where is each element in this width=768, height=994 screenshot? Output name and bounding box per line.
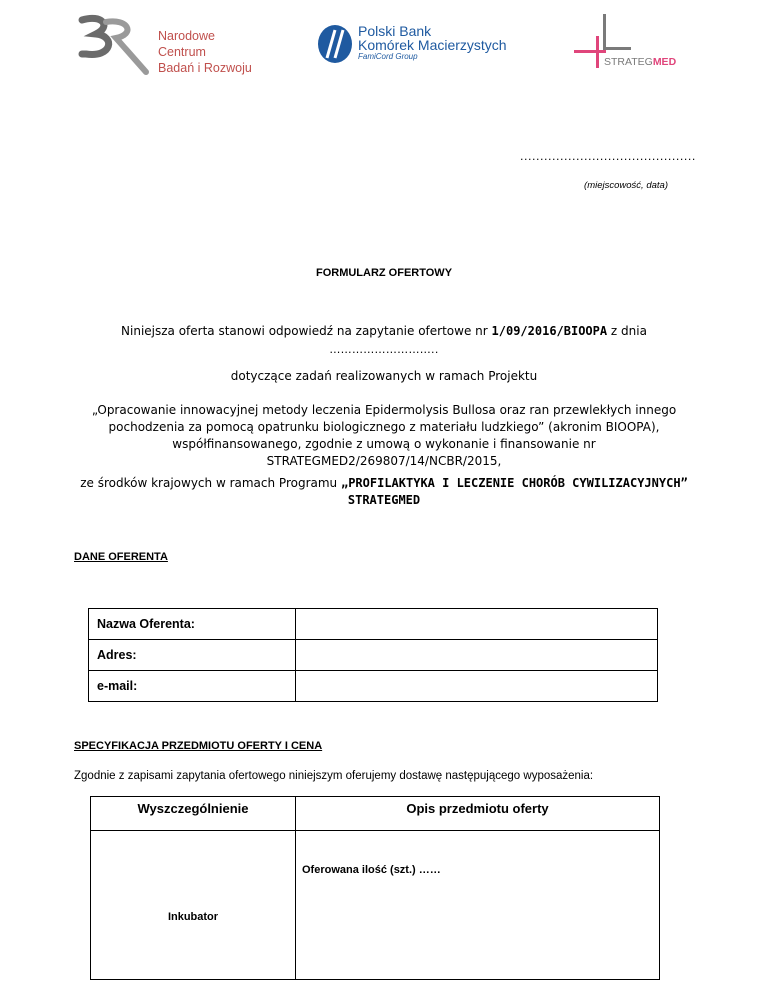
intro-paragraph: Niniejsza oferta stanowi odpowiedź na zapytanie ofertowe nr 1/09/2016/BIOOPA z dnia ……………………….. xyxy=(121,324,647,356)
place-date-dots: ............................................ xyxy=(520,150,696,163)
form-title: FORMULARZ OFERTOWY xyxy=(315,267,453,279)
item-description[interactable]: Oferowana ilość (szt.) …… xyxy=(296,831,660,980)
program-paragraph: ze środków krajowych w ramach Programu „PROFILAKTYKA I LECZENIE CHORÓB CYWILIZACYJNYCH” STRATEGMED xyxy=(80,476,688,507)
ncbr-logo xyxy=(72,12,262,76)
specification-lead: Zgodnie z zapisami zapytania ofertowego niniejszym oferujemy dostawę następującego wyposażenia: xyxy=(74,770,594,782)
table-row xyxy=(91,831,660,980)
pbkm-mark-icon xyxy=(315,22,355,68)
table-row xyxy=(89,640,658,671)
ncbr-name-line2: Badań i Rozwoju xyxy=(158,61,252,75)
place-date-label: (miejscowość, data) xyxy=(584,180,668,191)
strategmed-wordmark: STRATEGMED xyxy=(604,56,677,68)
date-dots: ……………………….. xyxy=(329,343,439,356)
ncbr-name-line1: Narodowe Centrum xyxy=(158,29,215,59)
offeror-table xyxy=(88,608,658,702)
column-header-description: Opis przedmiotu oferty xyxy=(296,797,660,831)
offeror-name-label: Nazwa Oferenta: xyxy=(89,609,296,640)
offeror-name-field[interactable] xyxy=(296,609,658,640)
specification-table xyxy=(90,796,660,980)
pbkm-name-line1: Polski Bank xyxy=(358,23,432,39)
address-label: Adres: xyxy=(89,640,296,671)
section-heading-offeror: DANE OFERENTA xyxy=(74,551,168,563)
ncbr-mark-icon xyxy=(72,12,158,76)
project-paragraph: „Opracowanie innowacyjnej metody leczenia Epidermolysis Bullosa oraz ran przewlekłych innego pochodzenia za pomocą opatrunku biologicznego z materiału ludzkiego” (akronim BIOOPA), współfinansowanego, zgodnie z umową o wykonanie i finansowanie nr STRATEGMED2/269807/14/NCBR/2015, xyxy=(91,403,677,468)
section-heading-specification: SPECYFIKACJA PRZEDMIOTU OFERTY I CENA xyxy=(74,740,323,752)
pbkm-name-line2: Komórek Macierzystych xyxy=(358,37,507,53)
table-row xyxy=(89,671,658,702)
strategmed-logo xyxy=(570,12,680,76)
program-name: „PROFILAKTYKA I LECZENIE CHORÓB CYWILIZACYJNYCH” STRATEGMED xyxy=(340,476,688,507)
column-header-item: Wyszczególnienie xyxy=(91,797,296,831)
address-field[interactable] xyxy=(296,640,658,671)
pbkm-name-line3: FamiCord Group xyxy=(358,52,418,61)
inquiry-number: 1/09/2016/BIOOPA xyxy=(491,324,608,338)
pbkm-logo xyxy=(315,22,520,74)
table-header-row xyxy=(91,797,660,831)
item-name: Inkubator xyxy=(91,831,296,980)
email-field[interactable] xyxy=(296,671,658,702)
table-row xyxy=(89,609,658,640)
about-line: dotyczące zadań realizowanych w ramach Projektu xyxy=(230,369,538,383)
email-label: e-mail: xyxy=(89,671,296,702)
